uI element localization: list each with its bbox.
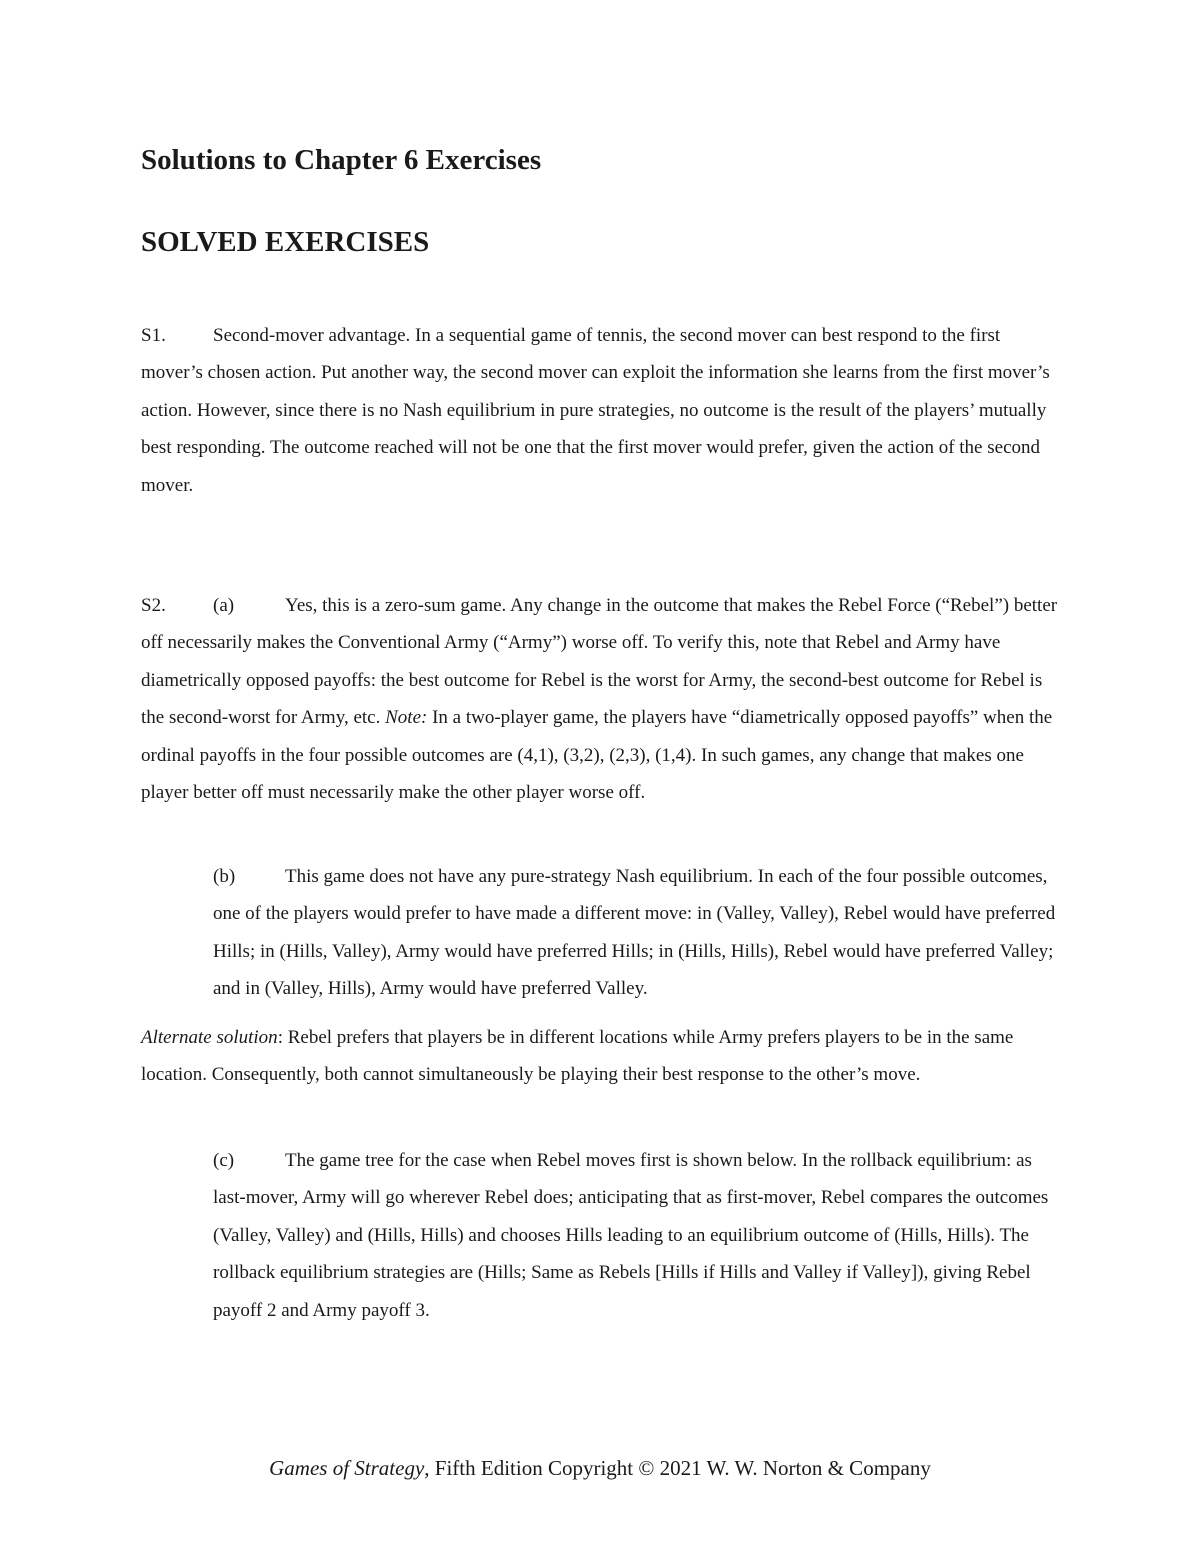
exercise-s2-part-a <box>141 587 1061 811</box>
footer-copyright: , Fifth Edition Copyright © 2021 W. W. Norton & Company <box>424 1456 931 1480</box>
exercise-s2-part-c <box>141 1142 1061 1329</box>
part-label: (c) <box>213 1150 235 1171</box>
alternate-solution <box>141 1019 1061 1094</box>
exercise-s1 <box>141 317 1061 504</box>
page-footer <box>0 1452 1200 1484</box>
section-heading: SOLVED EXERCISES <box>141 226 430 258</box>
exercise-label: S1. <box>141 325 166 346</box>
note-label: Note: <box>385 707 428 729</box>
alternate-text: : Rebel prefers that players be in different locations while Army prefers players to be in the same location. Consequently, both cannot simultaneously be playing their best response to the other’s move. <box>141 1027 1014 1086</box>
exercise-s2-part-b <box>141 858 1061 1008</box>
exercise-text: Second-mover advantage. In a sequential game of tennis, the second mover can best respond to the first mover’s chosen action. Put another way, the second mover can exploit the information she learns from the first mover’s action. However, since there is no Nash equilibrium in pure strategies, no outcome is the result of the players’ mutually best responding. The outcome reached will not be one that the first mover would prefer, given the action of the second mover. <box>141 325 1050 496</box>
page-title: Solutions to Chapter 6 Exercises <box>141 144 542 176</box>
alternate-label: Alternate solution <box>141 1027 278 1048</box>
exercise-label: S2. <box>141 595 166 616</box>
part-text: The game tree for the case when Rebel moves first is shown below. In the rollback equilibrium: as last-mover, Army will go wherever Rebel does; anticipating that as first-mover, Rebel compares the outcomes (Valley, Valley) and (Hills, Hills) and chooses Hills leading to an equilibrium outcome of (Hills, Hills). The rollback equilibrium strategies are (Hills; Same as Rebels [Hills if Hills and Valley if Valley]), giving Rebel payoff 2 and Army payoff 3. <box>213 1150 1049 1321</box>
part-label: (a) <box>213 595 235 616</box>
part-label: (b) <box>213 866 236 887</box>
part-text: This game does not have any pure-strategy Nash equilibrium. In each of the four possible outcomes, one of the players would prefer to have made a different move: in (Valley, Valley), Rebel would have preferred Hills; in (Hills, Valley), Army would have preferred Hills; in (Hills, Hills), Rebel would have preferred Valley; and in (Valley, Hills), Army would have preferred Valley. <box>213 866 1056 1000</box>
part-text: Yes, this is a zero-sum game. Any change in the outcome that makes the Rebel Force (“Rebel”) better off necessarily makes the Conventional Army (“Army”) worse off. To verify this, note that Rebel and Army have diametrically opposed payoffs: the best outcome for Rebel is the worst for Army, the second-best outcome for Rebel is the second-worst for Army, etc. <box>141 595 1058 729</box>
footer-book-title: Games of Strategy <box>269 1456 425 1480</box>
part-text-continued: In a two-player game, the players have “diametrically opposed payoffs” when the ordinal payoffs in the four possible outcomes are (4,1), (3,2), (2,3), (1,4). In such games, any change that makes one player better off must necessarily make the other player worse off. <box>141 707 1053 804</box>
